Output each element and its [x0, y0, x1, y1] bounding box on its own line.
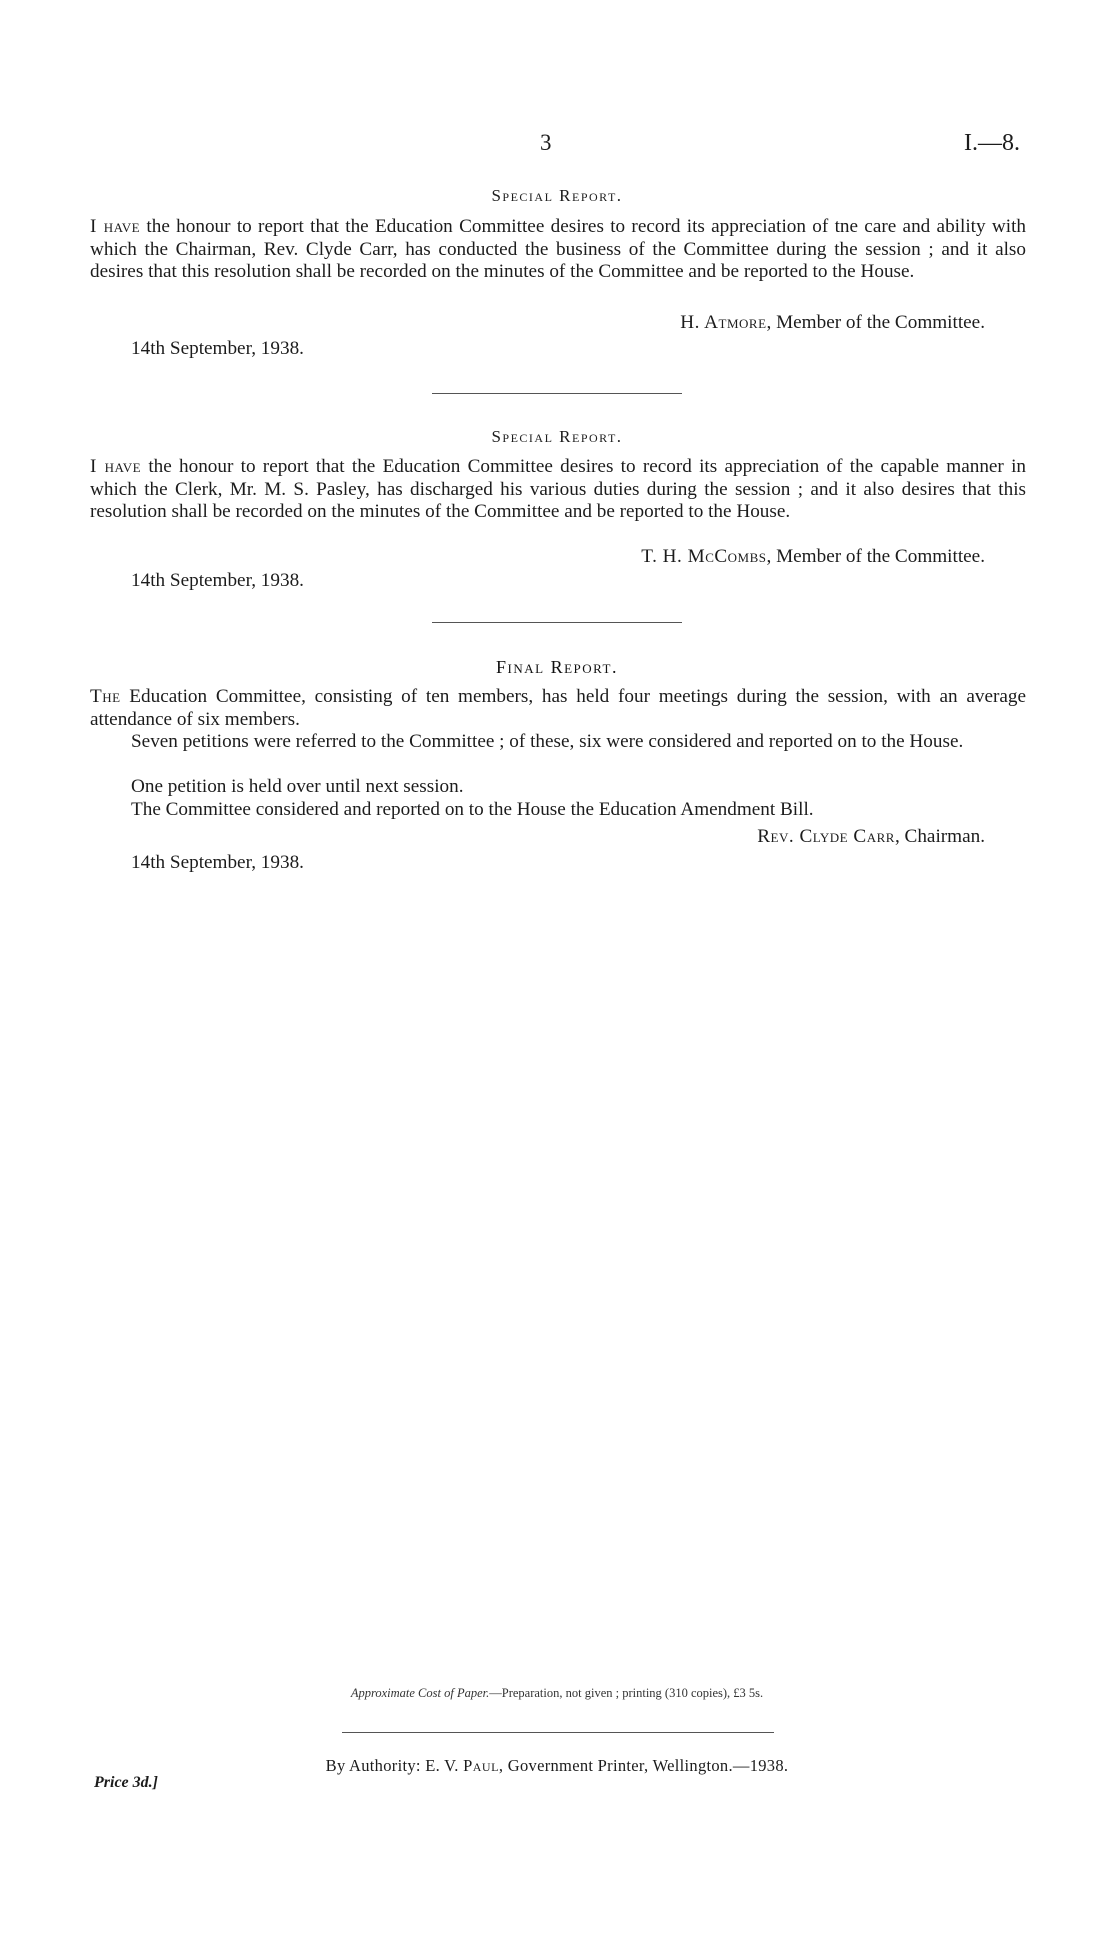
authority-suffix: , Government Printer, Wellington.—1938. — [498, 1756, 789, 1775]
final-report-signatory-role: , Chairman. — [894, 826, 985, 847]
footer-divider — [342, 1732, 774, 1733]
final-report-paragraph-1-text: Education Committee, consisting of ten members, has held four meetings during the session, with an average attendance of six members. — [90, 686, 1026, 730]
approximate-cost-line — [0, 1686, 1114, 1701]
special-report-2-signatory: T. H. McCombs — [641, 546, 767, 567]
section-divider — [432, 622, 682, 623]
special-report-1-signature — [680, 312, 985, 334]
special-report-1-text: the honour to report that the Education Committee desires to record its appreciation of tne care and ability with which the Chairman, Rev. Clyde Carr, has conducted the business of the Committee during the session ; and it also desires that this resolution shall be recorded on the minutes of the Committee and be reported to the House. — [90, 216, 1026, 283]
final-report-lead: The — [90, 686, 121, 707]
final-report-paragraph-1 — [90, 686, 1026, 731]
section-divider — [432, 393, 682, 394]
page-number: 3 — [540, 130, 552, 155]
authority-line — [0, 1756, 1114, 1776]
special-report-2-date: 14th September, 1938. — [131, 570, 304, 591]
special-report-2-signatory-role: , Member of the Committee. — [766, 546, 985, 567]
final-report-paragraph-3: One petition is held over until next session. — [131, 776, 464, 797]
final-report-paragraph-2: Seven petitions were referred to the Committee ; of these, six were considered and reported on to the House. — [131, 731, 964, 752]
special-report-2-text: the honour to report that the Education Committee desires to record its appreciation of the capable manner in which the Clerk, Mr. M. S. Pasley, has discharged his various duties during the session ; and it also desires that this resolution shall be recorded on the minutes of the Committee and be reported to the House. — [90, 456, 1026, 523]
paper-code: I.—8. — [964, 130, 1020, 156]
special-report-1-date: 14th September, 1938. — [131, 338, 304, 359]
special-report-2-lead: I have — [90, 456, 142, 477]
price: Price 3d.] — [94, 1774, 158, 1791]
final-report-heading: Final Report. — [496, 657, 618, 677]
special-report-1-body — [90, 216, 1026, 284]
special-report-2-body — [90, 456, 1026, 524]
special-report-1-signatory: H. Atmore — [680, 312, 767, 333]
final-report-date: 14th September, 1938. — [131, 852, 304, 873]
final-report-signatory: Rev. Clyde Carr — [757, 826, 895, 847]
special-report-1-lead: I have — [90, 216, 141, 237]
special-report-2-signature — [641, 546, 985, 568]
final-report-paragraph-4: The Committee considered and reported on to the House the Education Amendment Bill. — [131, 799, 814, 820]
cost-text: —Preparation, not given ; printing (310 copies), £3 5s. — [489, 1686, 764, 1700]
authority-name: Paul — [463, 1756, 499, 1775]
special-report-2-heading: Special Report. — [491, 427, 623, 446]
cost-label: Approximate Cost of Paper. — [350, 1686, 490, 1700]
final-report-signature — [757, 826, 985, 848]
special-report-1-signatory-role: , Member of the Committee. — [766, 312, 985, 333]
authority-prefix: By Authority: E. V. — [325, 1756, 464, 1775]
special-report-1-heading: Special Report. — [491, 186, 623, 205]
